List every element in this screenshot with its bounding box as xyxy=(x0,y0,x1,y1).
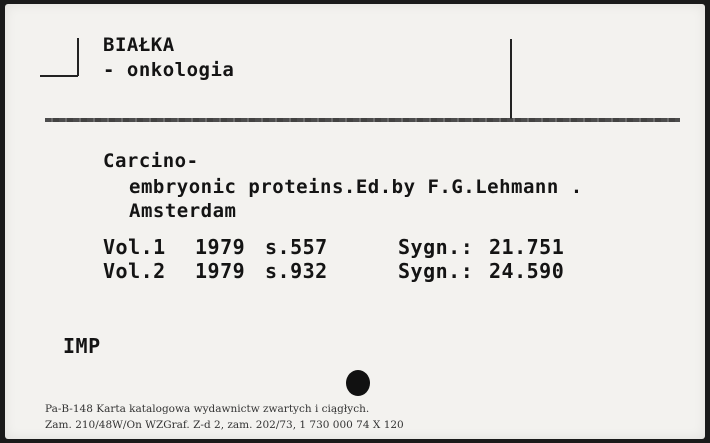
corner-mark-vertical xyxy=(77,38,79,76)
sygn-value: 21.751 xyxy=(489,235,565,259)
sygn-label: Sygn.: xyxy=(398,259,474,283)
sygn-value: 24.590 xyxy=(489,259,565,283)
imp-mark: IMP xyxy=(63,334,101,358)
volume-pages: s.557 xyxy=(265,235,328,259)
title-line-3: Amsterdam xyxy=(129,200,237,222)
catalog-card xyxy=(5,4,705,439)
punch-hole xyxy=(346,370,370,396)
volume-year: 1979 xyxy=(195,259,246,283)
volume-number: Vol.2 xyxy=(103,259,166,283)
title-line-2: embryonic proteins.Ed.by F.G.Lehmann . xyxy=(129,176,583,198)
footer-line-2: Zam. 210/48W/On WZGraf. Z-d 2, zam. 202/73, 1 730 000 74 X 120 xyxy=(45,419,404,431)
header-divider-horizontal xyxy=(45,118,680,122)
subject-subheading: - onkologia xyxy=(103,59,235,81)
corner-mark-horizontal xyxy=(40,75,78,77)
title-line-1: Carcino- xyxy=(103,150,199,172)
header-divider-vertical xyxy=(510,39,512,119)
subject-heading: BIAŁKA xyxy=(103,34,175,56)
sygn-label: Sygn.: xyxy=(398,235,474,259)
volume-pages: s.932 xyxy=(265,259,328,283)
volume-number: Vol.1 xyxy=(103,235,166,259)
volume-year: 1979 xyxy=(195,235,246,259)
footer-line-1: Pa-B-148 Karta katalogowa wydawnictw zwartych i ciągłych. xyxy=(45,403,370,415)
